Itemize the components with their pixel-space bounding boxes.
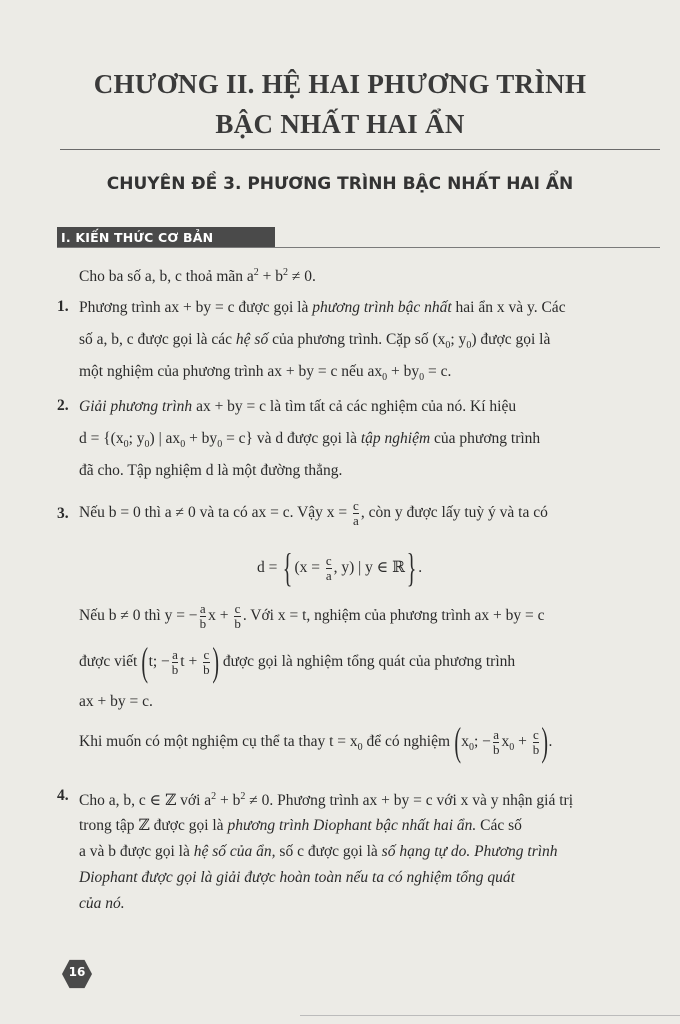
left-brace: {: [283, 545, 293, 591]
item-4-text: Cho a, b, c ∈ ℤ với a: [79, 792, 212, 810]
item-3-text: Khi muốn có một nghiệm cụ thể ta thay t = x: [79, 733, 358, 750]
item-3-text: t +: [180, 653, 202, 670]
item-4-text: ≠ 0. Phương trình ax + by = c với x và y nhận giá trị: [245, 792, 573, 810]
fraction-denominator: b: [532, 741, 540, 757]
section-header-rule: [57, 247, 660, 248]
item-3-text: +: [514, 733, 531, 750]
superscript: 2: [211, 791, 217, 802]
left-paren: (: [454, 719, 461, 765]
right-paren: ): [541, 719, 549, 765]
item-1-text: một nghiệm của phương trình ax + by = c nếu ax: [79, 363, 383, 380]
bottom-edge-line: [300, 1015, 680, 1016]
fraction-numerator: c: [533, 726, 539, 742]
item-2-text: ax + by = c là tìm tất cả các nghiệm của nó. Kí hiệu: [192, 398, 517, 415]
item-3-text: x: [501, 733, 510, 750]
item-1-line-3: [79, 362, 451, 388]
item-1-number: 1.: [57, 298, 69, 315]
intro-text-b: + b: [258, 268, 284, 286]
section-header-label: I. KIẾN THỨC CƠ BẢN: [61, 230, 214, 245]
item-4-line-3: [79, 842, 558, 862]
item-1-italic: phương trình bậc nhất: [312, 299, 452, 316]
fraction-denominator: a: [325, 567, 332, 583]
item-1-text: số a, b, c được gọi là các: [79, 331, 236, 348]
fraction-denominator: b: [199, 615, 207, 631]
item-4-italic: Diophant được gọi là giải được hoàn toàn nếu ta có nghiệm tổng quát: [79, 869, 515, 886]
left-paren: (: [141, 639, 149, 685]
intro-sup-a: 2: [253, 267, 259, 278]
item-4-italic: hệ số của ẩn,: [193, 843, 276, 860]
superscript: 2: [240, 791, 246, 802]
fraction-denominator: b: [492, 741, 500, 757]
fraction-c-over-b: [203, 648, 210, 677]
page-number: 16: [68, 965, 86, 979]
item-2-text: + by: [185, 430, 218, 447]
intro-sup-b: 2: [283, 267, 289, 278]
chapter-title-line1: CHƯƠNG II. HỆ HAI PHƯƠNG TRÌNH: [93, 69, 587, 99]
item-2-line-2: [79, 429, 540, 455]
item-4-number: 4.: [57, 787, 69, 804]
subscript: 0: [469, 742, 474, 754]
item-2-text: của phương trình: [430, 430, 541, 447]
fraction-numerator: c: [234, 600, 241, 616]
item-3-text: ; −: [474, 733, 491, 750]
item-3-text: x +: [208, 607, 233, 624]
item-3-line-3: [79, 598, 545, 634]
item-3-text: (x =: [294, 559, 324, 576]
item-2-text: ; y: [128, 430, 145, 447]
item-2-number: 2.: [57, 397, 69, 414]
item-3-line-1: [79, 496, 548, 530]
item-3-text: Nếu b = 0 thì a ≠ 0 và ta có ax = c. Vậy x =: [79, 504, 352, 521]
item-4-italic: số hạng tự do. Phương trình: [381, 843, 558, 860]
chapter-title-line2: BẬC NHẤT HAI ẨN: [215, 109, 465, 139]
right-brace: }: [406, 545, 417, 591]
fraction-numerator: c: [203, 646, 210, 662]
fraction-numerator: a: [199, 600, 206, 616]
topic-title: CHUYÊN ĐỀ 3. PHƯƠNG TRÌNH BẬC NHẤT HAI ẨN: [106, 174, 574, 194]
item-1-text: ) được gọi là: [471, 331, 551, 348]
fraction-numerator: c: [325, 552, 332, 568]
item-3-text: Nếu b ≠ 0 thì y = −: [79, 607, 198, 624]
item-1-text: Phương trình ax + by = c được gọi là: [79, 299, 313, 316]
subscript: 0: [509, 742, 515, 754]
item-1-text: hai ẩn x và y. Các: [451, 299, 566, 316]
fraction-c-over-b: [234, 602, 241, 631]
item-3-text: để có nghiệm: [362, 733, 451, 750]
subscript: 0: [382, 372, 388, 384]
item-4-line-1: [79, 787, 573, 811]
subscript: 0: [419, 372, 425, 384]
item-2-text: = c} và d được gọi là: [222, 430, 361, 447]
fraction-a-over-b: [493, 728, 500, 757]
item-3-line-4: [79, 639, 516, 685]
item-4-text: Các số: [476, 817, 522, 834]
intro-text-c: ≠ 0.: [288, 268, 316, 286]
fraction-numerator: c: [353, 497, 359, 513]
item-3-text: , còn y được lấy tuỳ ý và ta có: [360, 504, 548, 521]
item-2-line-3: đã cho. Tập nghiệm d là một đường thẳng.: [79, 462, 343, 479]
intro-line: [79, 263, 316, 287]
subscript: 0: [357, 742, 363, 754]
item-3-text: .: [418, 559, 423, 576]
fraction-c-over-a: [326, 554, 332, 583]
item-1-text: + by: [387, 363, 420, 380]
item-3-text: .: [548, 733, 553, 750]
item-1-text: ; y: [450, 331, 467, 348]
item-3-text: được viết: [79, 653, 138, 670]
item-2-italic: tập nghiệm: [360, 430, 431, 447]
item-4-line-5: [79, 894, 125, 914]
item-2-italic: Giải phương trình: [79, 398, 193, 415]
item-4-italic: của nó.: [79, 895, 125, 912]
item-4-text: + b: [216, 792, 241, 810]
subscript: 0: [180, 439, 186, 451]
item-3-text: d =: [257, 559, 282, 576]
item-2-text: d = {(x: [79, 430, 124, 447]
fraction-denominator: b: [171, 661, 179, 677]
item-3-text: . Với x = t, nghiệm của phương trình ax + by = c: [242, 607, 545, 624]
item-1-text: của phương trình. Cặp số (x: [268, 331, 446, 348]
item-4-text: a và b được gọi là: [79, 843, 194, 860]
subscript: 0: [123, 439, 129, 451]
item-4-text: trong tập ℤ được gọi là: [79, 817, 228, 834]
item-4-line-2: [79, 816, 522, 836]
item-1-italic: hệ số: [235, 331, 269, 348]
fraction-denominator: a: [353, 512, 359, 528]
item-3-text: t; −: [148, 653, 170, 670]
item-1-line-1: [79, 298, 566, 318]
title-divider: [60, 149, 660, 150]
fraction-a-over-b: [172, 648, 179, 677]
right-paren: ): [211, 639, 219, 685]
item-2-line-1: [79, 397, 516, 417]
fraction-c-over-a: [353, 499, 359, 528]
subscript: 0: [217, 439, 223, 451]
item-3-text: x: [461, 733, 469, 750]
fraction-numerator: a: [172, 646, 178, 662]
fraction-numerator: a: [493, 726, 500, 742]
item-3-text: được gọi là nghiệm tổng quát của phương trình: [222, 653, 516, 670]
item-3-number: 3.: [57, 505, 69, 522]
subscript: 0: [144, 439, 150, 451]
fraction-c-over-b: [533, 728, 540, 757]
item-1-text: = c.: [424, 363, 452, 380]
item-3-set-formula: [257, 545, 423, 591]
item-3-line-5: ax + by = c.: [79, 693, 153, 710]
item-3-line-6: [79, 719, 553, 768]
subscript: 0: [445, 340, 451, 352]
chapter-title: [40, 64, 640, 144]
fraction-denominator: b: [234, 615, 241, 631]
item-4-text: số c được gọi là: [275, 843, 382, 860]
item-4-line-4: [79, 868, 515, 888]
item-1-line-2: [79, 330, 550, 356]
fraction-denominator: b: [203, 661, 210, 677]
subscript: 0: [466, 340, 472, 352]
intro-text-a: Cho ba số a, b, c thoả mãn a: [79, 268, 254, 286]
fraction-a-over-b: [200, 602, 207, 631]
item-3-text: , y) | y ∈ ℝ: [333, 559, 406, 576]
item-2-text: ) | ax: [149, 430, 181, 447]
item-4-italic: phương trình Diophant bậc nhất hai ẩn.: [227, 817, 477, 834]
